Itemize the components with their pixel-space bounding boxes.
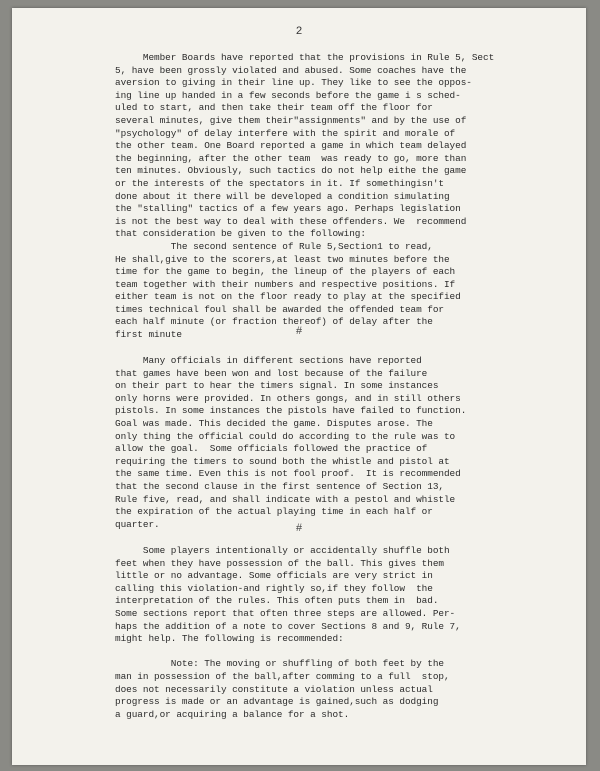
text-line: that games have been won and lost because of the failure bbox=[115, 367, 428, 379]
text-line: several minutes, give them their"assignments" and by the use of bbox=[115, 114, 467, 126]
text-line: interpretation of the rules. This often puts them in bad. bbox=[115, 595, 439, 607]
text-line: on their part to hear the timers signal. In some instances bbox=[115, 380, 439, 392]
text-line: requiring the timers to sound both the whistle and pistol at bbox=[115, 455, 450, 467]
text-line: man in possession of the ball,after comming to a full stop, bbox=[115, 670, 450, 682]
text-line: or the interests of the spectators in it. If somethingisn't bbox=[115, 177, 444, 189]
text-line: time for the game to begin, the lineup of the players of each bbox=[115, 266, 456, 278]
section-shuffling-feet bbox=[115, 545, 565, 721]
text-line: that consideration be given to the following: bbox=[115, 228, 366, 240]
text-line: a guard,or acquiring a balance for a shot. bbox=[115, 708, 350, 720]
text-line bbox=[115, 646, 565, 659]
section-game-delay bbox=[115, 52, 565, 342]
text-line: the "stalling" tactics of a few years ago. Perhaps legislation bbox=[115, 203, 461, 215]
text-line: progress is made or an advantage is gained,such as dodging bbox=[115, 696, 439, 708]
text-line: little or no advantage. Some officials are very strict in bbox=[115, 570, 433, 582]
text-line: Some sections report that often three steps are allowed. Per- bbox=[115, 607, 456, 619]
text-line: team together with their numbers and respective positions. If bbox=[115, 278, 456, 290]
section-separator: # bbox=[295, 523, 303, 535]
text-line: times technical foul shall be awarded the offended team for bbox=[115, 303, 444, 315]
text-line: aversion to giving in their line up. They like to see the oppos- bbox=[115, 77, 472, 89]
section-timer-signal bbox=[115, 355, 565, 531]
text-line: Note: The moving or shuffling of both feet by the bbox=[115, 658, 444, 670]
text-line: Rule five, read, and shall indicate with a pestol and whistle bbox=[115, 493, 456, 505]
text-line: either team is not on the floor ready to play at the specified bbox=[115, 291, 461, 303]
text-line: The second sentence of Rule 5,Section1 to read, bbox=[115, 240, 433, 252]
text-line: uled to start, and then take their team off the floor for bbox=[115, 102, 433, 114]
text-line: only horns were provided. In others gongs, and in still others bbox=[115, 392, 461, 404]
section-separator: # bbox=[295, 326, 303, 338]
text-line: "psychology" of delay interfere with the spirit and morale of bbox=[115, 127, 456, 139]
text-line: Member Boards have reported that the provisions in Rule 5, Sect bbox=[115, 52, 495, 63]
text-line: feet when they have possession of the ball. This gives them bbox=[115, 557, 444, 569]
text-line: the other team. One Board reported a game in which team delayed bbox=[115, 140, 467, 152]
text-line: the expiration of the actual playing time in each half or bbox=[115, 506, 433, 518]
page-number: 2 bbox=[295, 26, 303, 38]
text-line: is not the best way to deal with these offenders. We recommend bbox=[115, 215, 467, 227]
text-line: calling this violation-and rightly so,if they follow the bbox=[115, 582, 433, 594]
text-line: only thing the official could do according to the rule was to bbox=[115, 430, 456, 442]
text-line: done about it there will be developed a condition simulating bbox=[115, 190, 450, 202]
text-line: Many officials in different sections have reported bbox=[115, 355, 422, 366]
text-line: Some players intentionally or accidentally shuffle both bbox=[115, 545, 450, 556]
text-line: does not necessarily constitute a violation unless actual bbox=[115, 683, 433, 695]
text-line: first minute bbox=[115, 329, 182, 341]
text-line: allow the goal. Some officials followed the practice of bbox=[115, 443, 428, 455]
text-line: Goal was made. This decided the game. Disputes arose. The bbox=[115, 417, 433, 429]
text-line: He shall,give to the scorers,at least two minutes before the bbox=[115, 253, 450, 265]
text-line: pistols. In some instances the pistols have failed to function. bbox=[115, 405, 467, 417]
text-line: ing line up handed in a few seconds before the game i s sched- bbox=[115, 89, 461, 101]
text-line: the beginning, after the other team was ready to go, more than bbox=[115, 152, 467, 164]
text-line: 5, have been grossly violated and abused. Some coaches have the bbox=[115, 64, 467, 76]
text-line: that the second clause in the first sentence of Section 13, bbox=[115, 480, 444, 492]
text-line: quarter. bbox=[115, 518, 160, 530]
text-line: haps the addition of a note to cover Sections 8 and 9, Rule 7, bbox=[115, 620, 461, 632]
text-line: the same time. Even this is not fool proof. It is recommended bbox=[115, 468, 461, 480]
text-line: ten minutes. Obviously, such tactics do not help eithe the game bbox=[115, 165, 467, 177]
text-line: each half minute (or fraction thereof) of delay after the bbox=[115, 316, 433, 328]
text-line: might help. The following is recommended: bbox=[115, 633, 344, 645]
document-page bbox=[12, 8, 586, 765]
